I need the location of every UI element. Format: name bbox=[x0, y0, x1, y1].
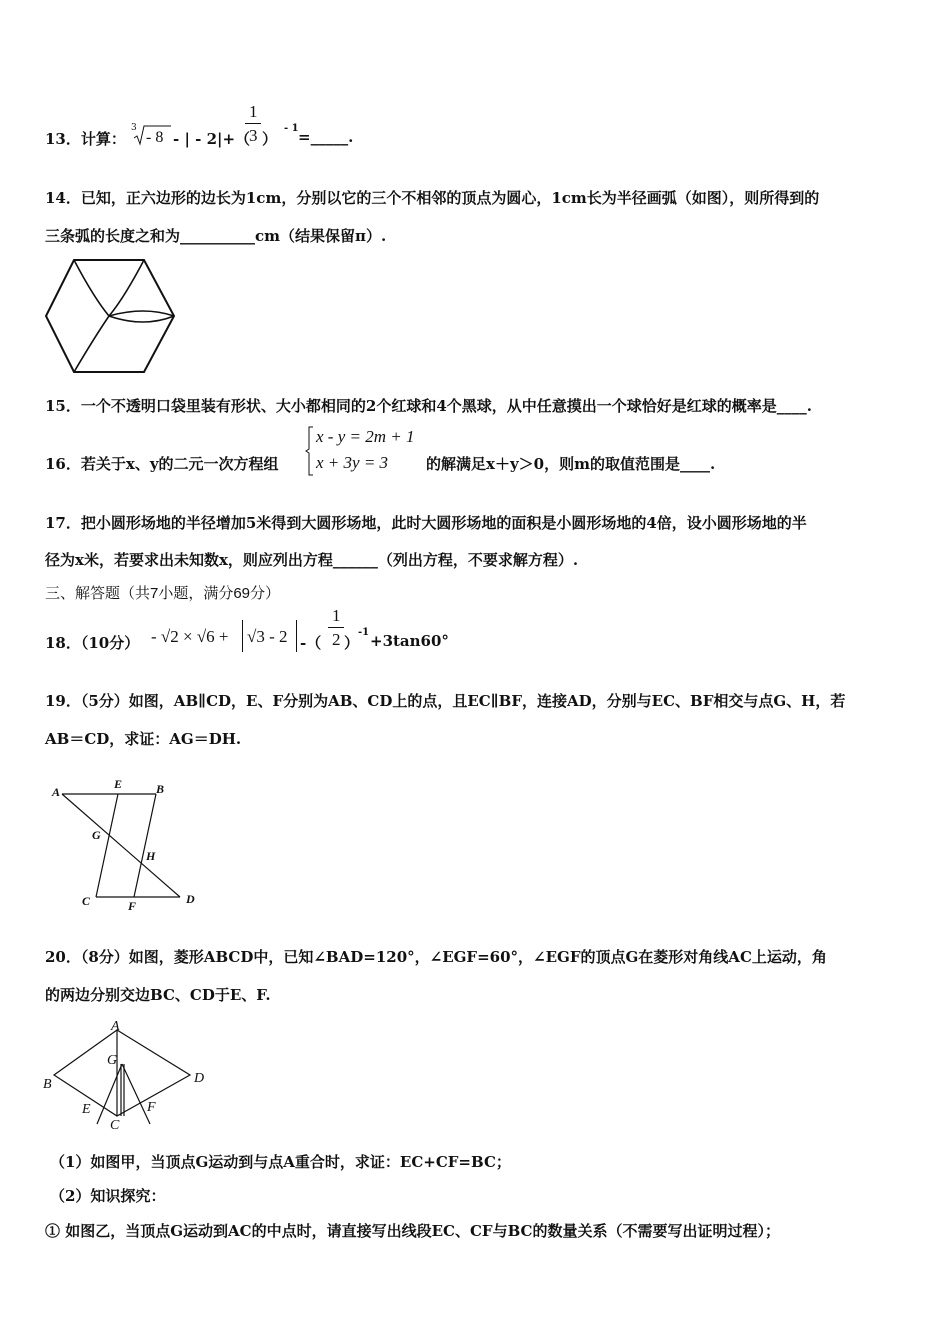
q18-close: ） bbox=[344, 634, 360, 652]
q13-number: 13．计算： bbox=[45, 130, 126, 148]
q18-frac-den: 2 bbox=[332, 630, 341, 649]
q18-number: 18．（10分） bbox=[45, 634, 140, 652]
q19-label-c: C bbox=[82, 894, 91, 908]
q20-label-a: A bbox=[111, 1019, 120, 1034]
q16-prefix: 16．若关于x、y的二元一次方程组 bbox=[45, 455, 279, 473]
q18-expr1: - √2 × √6 + bbox=[151, 627, 229, 646]
q18-frac-num: 1 bbox=[332, 606, 341, 625]
q13-cube-index: 3 bbox=[131, 123, 137, 133]
q14-line1: 14．已知，正六边形的边长为1cm，分别以它的三个不相邻的顶点为圆心，1cm长为半径画弧（如图），则所得到的 bbox=[45, 189, 820, 207]
q13-frac-num: 1 bbox=[249, 102, 258, 121]
q20-sub2: （2）知识探究： bbox=[50, 1187, 166, 1205]
q16-brace-icon bbox=[305, 426, 315, 476]
q13-exponent: - 1 bbox=[284, 123, 299, 134]
q18-mid: -（ bbox=[300, 634, 322, 652]
q19-line1: 19．（5分）如图，AB∥CD，E、F分别为AB、CD上的点，且EC∥BF，连接AD，分别与EC、BF相交与点G、H，若 bbox=[45, 692, 846, 710]
q18-tail: +3tan60° bbox=[370, 632, 449, 650]
q19-label-f: F bbox=[128, 899, 137, 912]
section-title: 三、解答题（共7小题，满分69分） bbox=[45, 585, 281, 602]
q18-abs-inner: √3 - 2 bbox=[247, 627, 288, 646]
q20-line2: 的两边分别交边BC、CD于E、F. bbox=[45, 986, 271, 1004]
parallelogram-figure bbox=[48, 777, 208, 912]
q19-label-g: G bbox=[92, 828, 101, 842]
q18-abs-right-bar bbox=[296, 620, 297, 652]
q13-tail: ） bbox=[262, 130, 278, 148]
q18-abs-left-bar bbox=[242, 620, 243, 652]
q14-line2: 三条弧的长度之和为__________cm（结果保留π）. bbox=[45, 227, 387, 245]
q20-sub1: （1）如图甲，当顶点G运动到与点A重合时，求证：EC+CF=BC； bbox=[50, 1153, 511, 1171]
q20-label-b: B bbox=[43, 1077, 52, 1092]
rhombus-figure bbox=[40, 1018, 210, 1130]
q20-label-g: G bbox=[107, 1053, 118, 1068]
q17-line1: 17．把小圆形场地的半径增加5米得到大圆形场地，此时大圆形场地的面积是小圆形场地的4倍，设小圆形场地的半 bbox=[45, 514, 807, 532]
q13-frac-den: 3 bbox=[249, 126, 258, 145]
hexagon-arcs-figure bbox=[44, 258, 176, 374]
q16-eq2: x + 3y = 3 bbox=[316, 453, 389, 472]
q13-middle: - | - 2|+（ bbox=[173, 130, 251, 148]
q19-label-b: B bbox=[156, 782, 165, 796]
q13-end: =_____. bbox=[298, 128, 354, 146]
q19-label-d: D bbox=[186, 892, 195, 906]
q20-label-f: F bbox=[147, 1100, 156, 1115]
q16-eq1: x - y = 2m + 1 bbox=[316, 427, 415, 446]
q15-text: 15．一个不透明口袋里装有形状、大小都相同的2个红球和4个黑球，从中任意摸出一个球恰好是红球的概率是____. bbox=[45, 397, 812, 415]
q20-label-c: C bbox=[110, 1118, 120, 1130]
q13-frac-bar bbox=[245, 123, 261, 124]
q13-radicand: - 8 bbox=[146, 129, 164, 146]
q16-suffix: 的解满足x＋y＞0，则m的取值范围是____. bbox=[426, 455, 716, 473]
q19-label-e: E bbox=[114, 777, 123, 791]
q19-line2: AB＝CD，求证：AG＝DH. bbox=[45, 730, 242, 748]
q18-exponent: -1 bbox=[358, 627, 370, 638]
q18-frac-bar bbox=[328, 627, 344, 628]
q20-line1: 20．（8分）如图，菱形ABCD中，已知∠BAD=120°，∠EGF=60°，∠EGF的顶点G在菱形对角线AC上运动，角 bbox=[45, 948, 827, 966]
q20-label-d: D bbox=[194, 1071, 205, 1086]
q20-sub3: ① 如图乙，当顶点G运动到AC的中点时，请直接写出线段EC、CF与BC的数量关系（不需要写出证明过程）； bbox=[45, 1222, 780, 1240]
q17-line2: 径为x米，若要求出未知数x，则应列出方程______（列出方程，不要求解方程）. bbox=[45, 551, 579, 569]
q19-label-a: A bbox=[52, 785, 61, 799]
q19-label-h: H bbox=[146, 849, 156, 863]
q20-label-e: E bbox=[82, 1102, 91, 1117]
